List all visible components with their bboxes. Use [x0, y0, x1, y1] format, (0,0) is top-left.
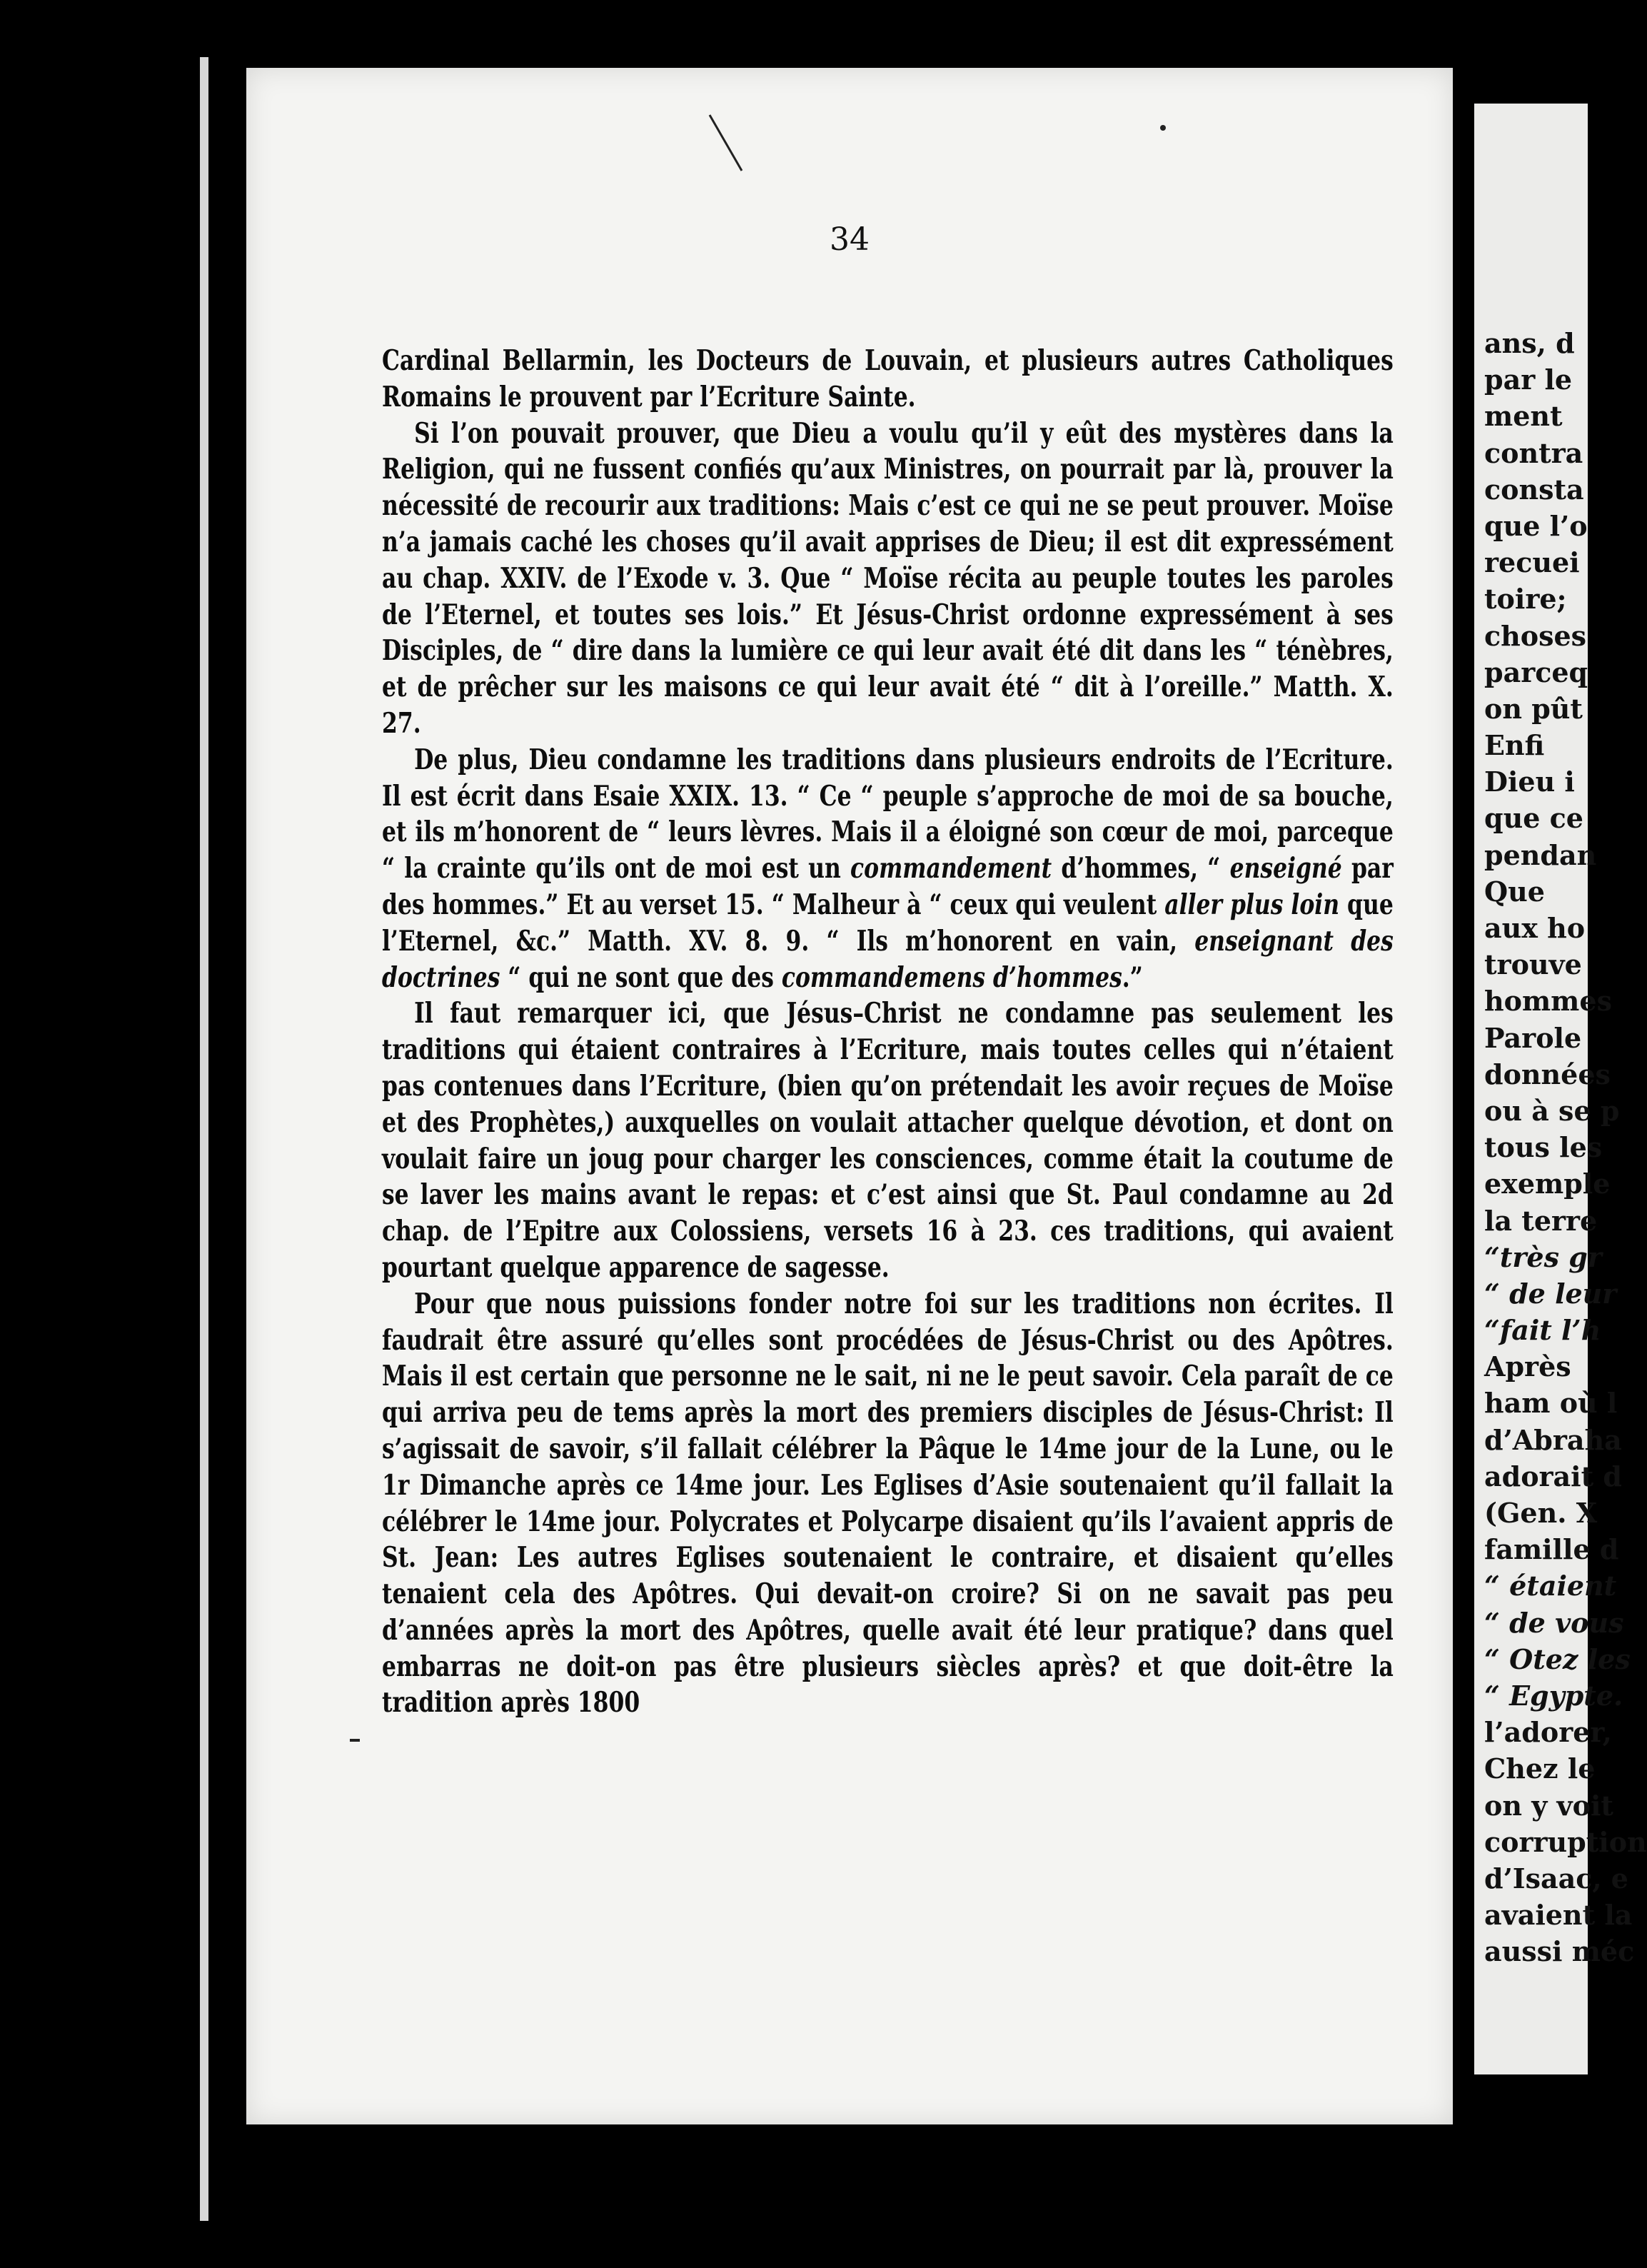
left-page-edge [200, 57, 208, 2221]
adjacent-page-line: d’Abraha [1484, 1423, 1622, 1456]
adjacent-page-line: “ de leur [1484, 1277, 1617, 1310]
adjacent-page-line: l’adorer, [1484, 1716, 1612, 1749]
adjacent-page-line: hommes [1484, 985, 1612, 1018]
adjacent-page-line: pendan [1484, 838, 1597, 871]
adjacent-page-line: ham où l [1484, 1387, 1618, 1420]
italic-phrase: commandement [850, 852, 1052, 885]
paragraph-3-text: “ qui ne sont que des [500, 960, 782, 994]
paragraph-5: Pour que nous puissions fonder notre foi sur les traditions non écrites. Il faudrait être assuré qu’elles sont procédées de Jésus-Christ ou des Apôtres. Mais il est certain que personne ne le sait, ni ne le peut savoir. Cela paraît de ce qui arriva peu de tems après la mort des premiers disciples de Jésus-Christ: Il s’agissait de savoir, s’il fallait célébrer la Pâque le 14me jour de la Lune, ou le 1r Dimanche après ce 14me jour. Les Eglises d’Asie soutenaient qu’il fallait la célébrer le 14me jour. Polycrates et Polycarpe disaient qu’ils l’avaient appris de St. Jean: Les autres Eglises soutenaient le contraire, et disaient qu’elles tenaient cela des Apôtres. Qui devait-on croire? Si on ne savait pas peu d’années après la mort des Apôtres, quelle avait été leur pratique? dans quel embarras ne doit-on pas être plusieurs siècles après? et que doit-être la tradition après 1800 [382, 1287, 1394, 1720]
paragraph-2: Si l’on pouvait prouver, que Dieu a voulu qu’il y eût des mystères dans la Religion, qui ne fussent confiés qu’aux Ministres, on pourrait par là, prouver la nécessité de recourir aux traditions: Mais c’est ce qui ne se peut prouver. Moïse n’a jamais caché les choses qu’il avait apprises de Dieu; il est dit expressément au chap. XXIV. de l’Exode v. 3. Que “ Moïse récita au peuple toutes les paroles de l’Eternel, et toutes ses lois.” Et Jésus-Christ ordonne expressément à ses Disciples, de “ dire dans la lumière ce qui leur avait été dit dans les “ ténèbres, et de prêcher sur les maisons ce qui leur avait été “ dit à l’oreille.” Matth. X. 27. [382, 416, 1394, 740]
adjacent-page-line: contra [1484, 436, 1583, 469]
adjacent-page-line: recuei [1484, 546, 1580, 579]
adjacent-page-line: “très gr [1484, 1240, 1602, 1273]
adjacent-page-line: aussi méc [1484, 1935, 1635, 1968]
adjacent-page-line: “ Egypte. [1484, 1679, 1623, 1712]
scan-speck [1160, 125, 1166, 131]
paragraph-3-text: .” [1122, 960, 1143, 994]
italic-phrase: enseignant des doctrines [382, 924, 1394, 994]
scan-speck [709, 114, 743, 171]
adjacent-page-line: par le [1484, 363, 1573, 396]
adjacent-page-line: ou à se p [1484, 1094, 1620, 1127]
adjacent-page-line: famille d [1484, 1533, 1619, 1566]
adjacent-page-line: Parole [1484, 1021, 1582, 1054]
paragraph-3-text: De plus, Dieu condamne les traditions dans plusieurs endroits de l’Ecriture. Il est écrit dans Esaie XXIX. 13. “ Ce “ peuple s’approche de moi de sa bouche, et ils m’honorent de “ leurs lèvres. Mais il a éloigné son cœur de moi, parceque “ la crainte qu’ils ont de moi est un [382, 743, 1394, 885]
adjacent-page-line: que l’o [1484, 509, 1588, 542]
page-body-text [382, 343, 1394, 1721]
adjacent-page-line: “ étaient [1484, 1570, 1617, 1602]
adjacent-page-line: toire; [1484, 583, 1567, 616]
scan-speck [350, 1739, 360, 1742]
italic-phrase: aller plus loin [1164, 888, 1340, 921]
adjacent-page-line: Enfi [1484, 729, 1545, 762]
adjacent-page-line: que ce [1484, 802, 1583, 835]
adjacent-page-line: parceq [1484, 656, 1588, 688]
book-page [246, 68, 1453, 2124]
adjacent-page-line: Dieu i [1484, 766, 1575, 798]
adjacent-page-line: on y voit [1484, 1789, 1613, 1822]
adjacent-page-line: consta [1484, 473, 1584, 506]
adjacent-page-line: “fait l’h [1484, 1314, 1601, 1347]
adjacent-page-line: ment [1484, 400, 1563, 433]
adjacent-page-fragment [1474, 104, 1647, 2074]
adjacent-page-line: avaient la [1484, 1899, 1633, 1932]
adjacent-page-line: “ Otez les [1484, 1642, 1631, 1675]
adjacent-page-line: corruption [1484, 1825, 1647, 1858]
adjacent-page-line: Chez le [1484, 1752, 1596, 1785]
italic-phrase: commandemens d’hommes [781, 960, 1122, 994]
adjacent-page-line: choses [1484, 619, 1587, 652]
paragraph-3-text: d’hommes, “ [1052, 852, 1230, 885]
paragraph-4: Il faut remarquer ici, que Jésus–Christ ne condamne pas seulement les traditions qui étaient contraires à l’Ecriture, mais toutes celles qui n’étaient pas contenues dans l’Ecriture, (bien qu’on prétendait les avoir reçues de Moïse et des Prophètes,) auxquelles on voulait attacher quelque dévotion, et dont on voulait faire un joug pour charger les consciences, comme était la coutume de se laver les mains avant le repas: et c’est ainsi que St. Paul condamne au 2d chap. de l’Epitre aux Colossiens, versets 16 à 23. ces traditions, qui avaient pourtant quelque apparence de sagesse. [382, 997, 1394, 1284]
paragraph-3-text: que l’Eternel, &c.” Matth. XV. 8. 9. “ Ils m’honorent en vain, [382, 888, 1394, 958]
adjacent-page-line: exemple [1484, 1168, 1611, 1200]
adjacent-page-line: la terre [1484, 1204, 1598, 1237]
adjacent-page-line: tous les [1484, 1131, 1603, 1164]
adjacent-page-line: Après [1484, 1350, 1571, 1383]
adjacent-page-line: d’Isaac, e [1484, 1862, 1628, 1895]
adjacent-page-line: on pût [1484, 692, 1583, 725]
paragraph-3-text: par des hommes.” Et au verset 15. “ Malheur à “ ceux qui veulent [382, 852, 1394, 921]
adjacent-page-line: ans, d [1484, 327, 1575, 359]
adjacent-page-line: “ de vous [1484, 1606, 1624, 1639]
italic-phrase: enseigné [1229, 852, 1342, 885]
adjacent-page-line: aux ho [1484, 912, 1586, 944]
adjacent-page-line: Que [1484, 875, 1545, 908]
adjacent-page-line: données [1484, 1058, 1611, 1090]
paragraph-1: Cardinal Bellarmin, les Docteurs de Louvain, et plusieurs autres Catholiques Romains le prouvent par l’Ecriture Sainte. [382, 344, 1394, 413]
page-number: 34 [830, 221, 870, 258]
adjacent-page-line: (Gen. X [1484, 1497, 1598, 1529]
paragraph-3 [382, 742, 1394, 996]
adjacent-page-text [1484, 325, 1647, 1970]
adjacent-page-line: trouve [1484, 948, 1582, 981]
adjacent-page-line: adorait d [1484, 1460, 1622, 1492]
